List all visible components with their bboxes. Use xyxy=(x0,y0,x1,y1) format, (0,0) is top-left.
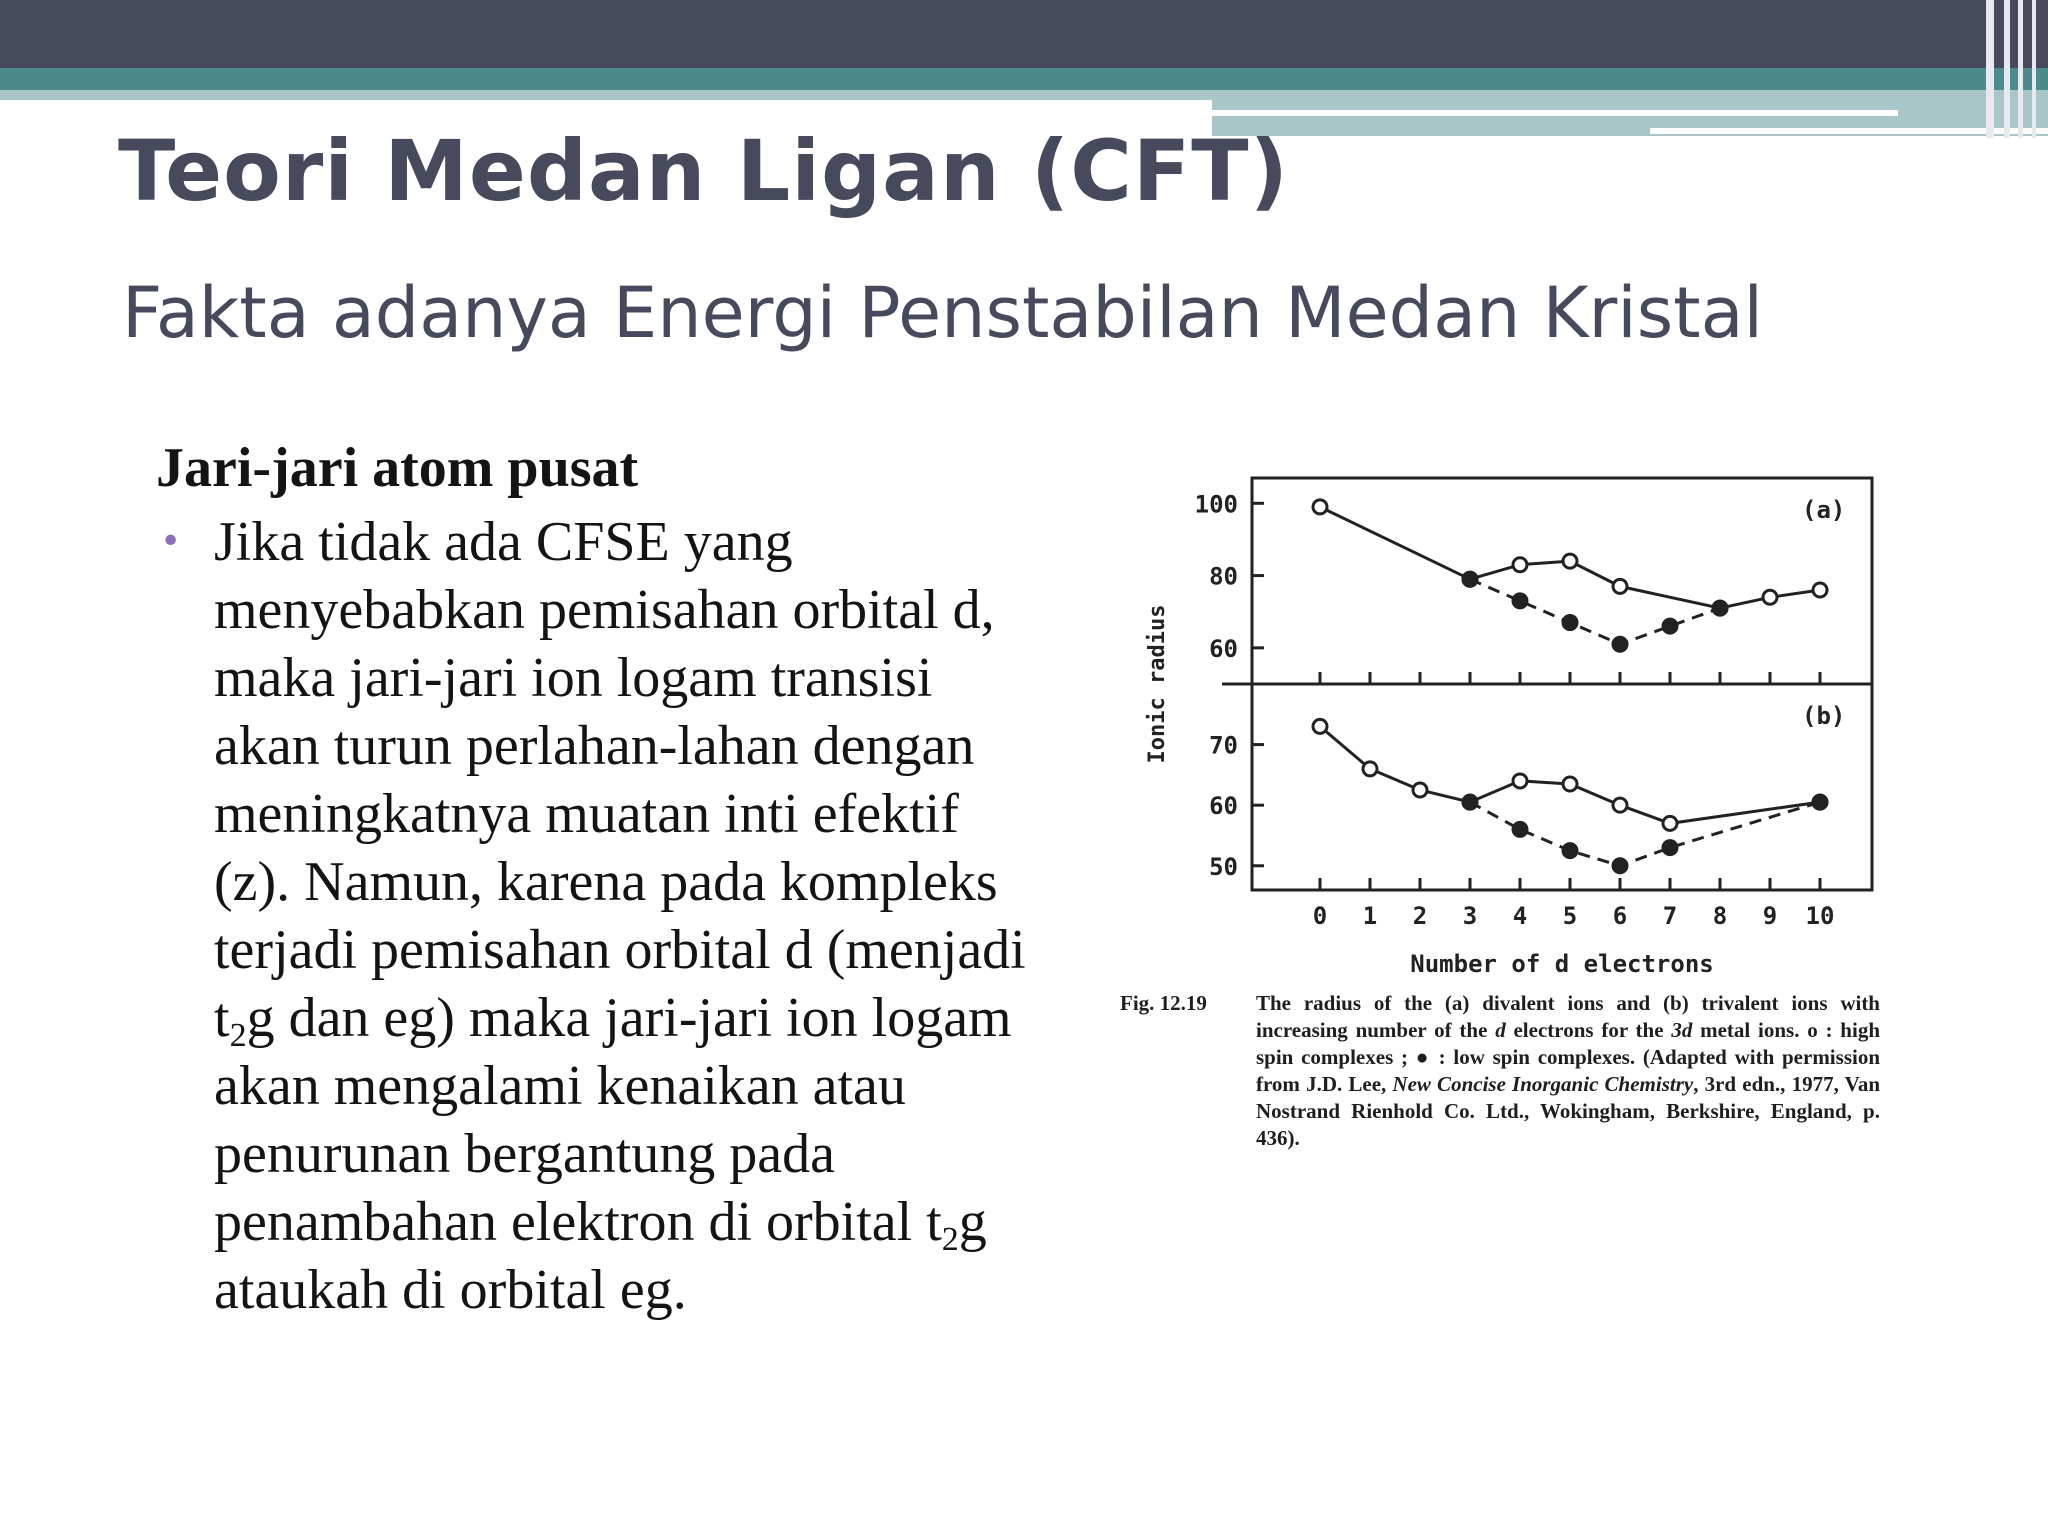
low-spin-point xyxy=(1513,594,1527,608)
low-spin-point xyxy=(1713,601,1727,615)
high-spin-point xyxy=(1413,783,1427,797)
x-tick-label: 2 xyxy=(1412,902,1428,930)
bullet-icon: • xyxy=(160,521,182,562)
low-spin-point xyxy=(1563,616,1577,630)
caption-part: d xyxy=(1495,1018,1506,1042)
corner-stripe xyxy=(2018,0,2023,138)
high-spin-point xyxy=(1613,798,1627,812)
header-band-teal xyxy=(0,68,2048,90)
low-spin-point xyxy=(1563,844,1577,858)
high-spin-point xyxy=(1363,762,1377,776)
slide-body xyxy=(156,436,1036,1324)
x-tick-label: 1 xyxy=(1362,902,1378,930)
bullet-text-part3: g ataukah di orbital eg. xyxy=(214,1191,987,1321)
low-spin-point xyxy=(1463,795,1477,809)
panel-label: (a) xyxy=(1802,496,1846,524)
y-tick-label: 80 xyxy=(1209,562,1238,591)
y-axis-label: Ionic radius xyxy=(1145,604,1170,764)
high-spin-point xyxy=(1313,500,1327,514)
header-band-light xyxy=(0,90,1212,100)
x-tick-label: 8 xyxy=(1712,902,1728,930)
y-tick-label: 100 xyxy=(1194,490,1238,519)
x-tick-label: 3 xyxy=(1462,902,1478,930)
caption-part: New Concise Inorganic Chemistry xyxy=(1392,1072,1694,1096)
low-spin-point xyxy=(1613,859,1627,873)
header-band-dark xyxy=(0,0,2048,68)
high-spin-point xyxy=(1813,583,1827,597)
bullet-text-part2: g dan eg) maka jari-jari ion logam akan mengalami kenaikan atau penurunan bergantung pada penambahan elektron di orbital t xyxy=(214,987,1012,1253)
subscript-2: 2 xyxy=(941,1221,959,1258)
header-band-divider xyxy=(1212,110,1898,116)
high-spin-point xyxy=(1563,554,1577,568)
slide-title: Teori Medan Ligan (CFT) xyxy=(118,122,1289,220)
x-tick-label: 5 xyxy=(1562,902,1578,930)
slide-subtitle: Fakta adanya Energi Penstabilan Medan Kristal xyxy=(122,272,1763,354)
high-spin-point xyxy=(1663,816,1677,830)
x-tick-label: 4 xyxy=(1512,902,1528,930)
corner-stripe xyxy=(1986,0,1994,138)
x-tick-label: 7 xyxy=(1662,902,1678,930)
bullet-text-part1: Jika tidak ada CFSE yang menyebabkan pemisahan orbital d, maka jari-jari ion logam transisi akan turun perlahan-lahan dengan meningkatnya muatan inti efektif (z). Namun, karena pada kompleks terjadi pemisahan orbital d (menjadi t xyxy=(214,511,1026,1049)
high-spin-series-line xyxy=(1320,726,1820,823)
x-tick-label: 10 xyxy=(1805,902,1835,930)
caption-part: The radius of the (a) divalent ions and (b) trivalent ions with increasing number of the xyxy=(1256,991,1880,1042)
corner-stripe xyxy=(2032,0,2036,138)
high-spin-point xyxy=(1563,777,1577,791)
x-tick-label: 6 xyxy=(1612,902,1628,930)
x-axis-label: Number of d electrons xyxy=(1410,950,1714,978)
x-tick-label: 9 xyxy=(1762,902,1778,930)
y-tick-label: 50 xyxy=(1209,852,1238,881)
ionic-radius-chart xyxy=(1100,460,1900,990)
y-tick-label: 60 xyxy=(1209,792,1238,821)
low-spin-point xyxy=(1663,619,1677,633)
low-spin-point xyxy=(1813,795,1827,809)
figure-caption-label: Fig. 12.19 xyxy=(1120,991,1207,1015)
caption-part: electrons for the xyxy=(1505,1018,1672,1042)
bullet-text xyxy=(214,508,1036,1324)
high-spin-point xyxy=(1613,579,1627,593)
high-spin-point xyxy=(1513,558,1527,572)
high-spin-point xyxy=(1513,774,1527,788)
y-tick-label: 70 xyxy=(1209,731,1238,760)
y-tick-label: 60 xyxy=(1209,634,1238,663)
caption-part: metal ions. o : high spin complexes ; ● : low spin complexes. (Adapted with permission from J.D. Lee, xyxy=(1256,1018,1880,1096)
bullet-item xyxy=(156,508,1036,1324)
high-spin-point xyxy=(1763,590,1777,604)
low-spin-point xyxy=(1613,637,1627,651)
low-spin-series-line xyxy=(1470,579,1720,644)
corner-stripe xyxy=(2004,0,2010,138)
panel-label: (b) xyxy=(1802,702,1846,730)
subscript-2: 2 xyxy=(229,1017,247,1054)
low-spin-point xyxy=(1663,841,1677,855)
low-spin-point xyxy=(1463,572,1477,586)
caption-part: 3d xyxy=(1671,1018,1693,1042)
figure-caption xyxy=(1120,990,1880,1152)
high-spin-point xyxy=(1313,719,1327,733)
figure-caption-text xyxy=(1256,990,1880,1152)
section-heading: Jari-jari atom pusat xyxy=(156,437,639,499)
caption-part: , 3rd edn., 1977, Van Nostrand Rienhold Co. Ltd., Wokingham, Berkshire, England, p. 436). xyxy=(1256,1072,1880,1150)
x-tick-label: 0 xyxy=(1312,902,1328,930)
low-spin-point xyxy=(1513,822,1527,836)
